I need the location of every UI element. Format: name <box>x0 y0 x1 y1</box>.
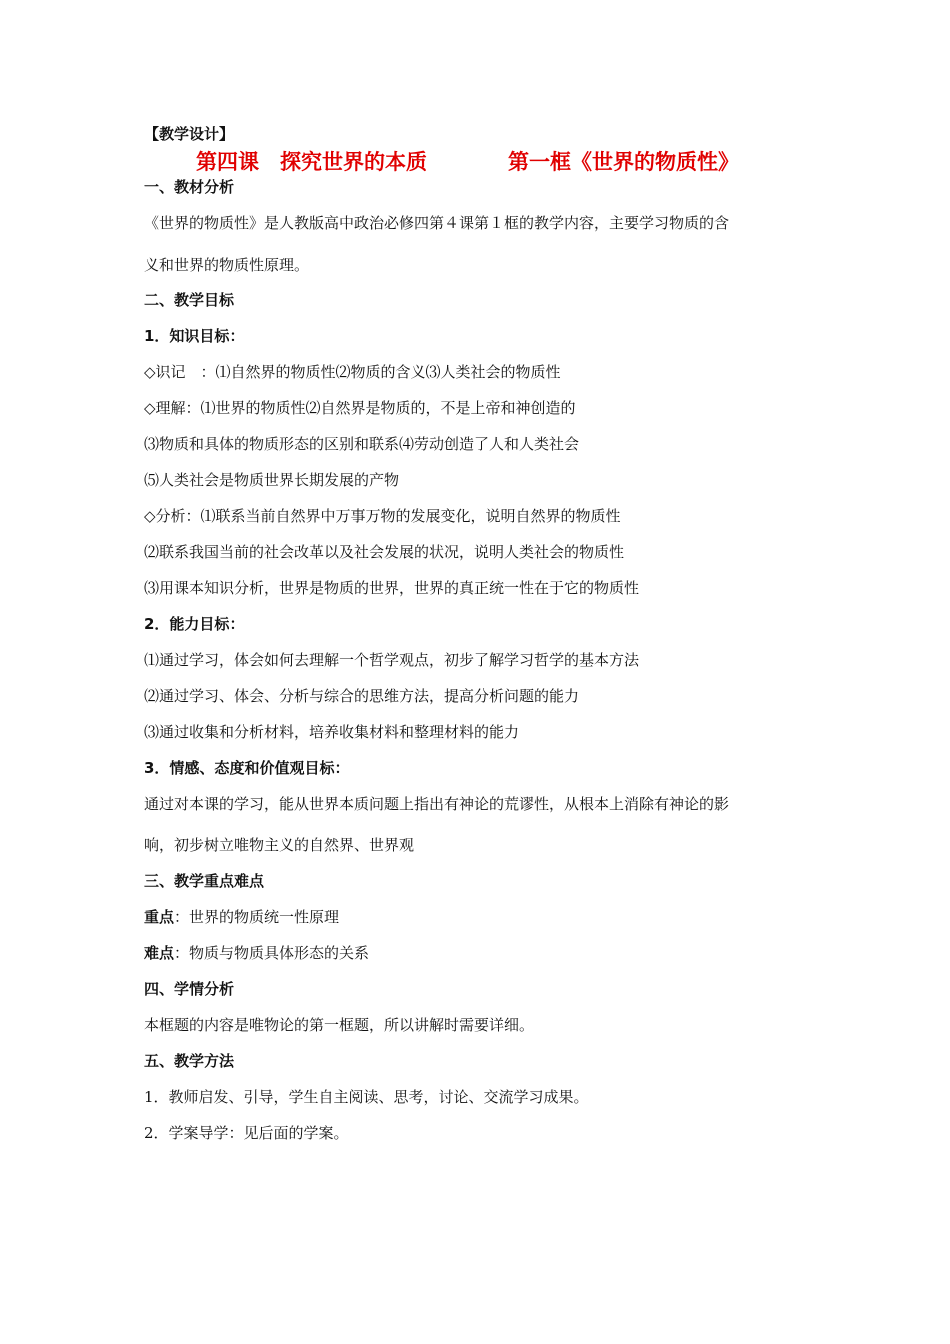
difficult-point-text: ：物质与物质具体形态的关系 <box>174 944 370 962</box>
design-tag: 【教学设计】 <box>144 125 235 143</box>
emotion-line-1: 通过对本课的学习，能从世界本质问题上指出有神论的荒谬性，从根本上消除有神论的影 <box>144 795 730 813</box>
key-point-line <box>144 907 824 927</box>
knowledge-line-1: ◇识记 ：⑴自然界的物质性⑵物质的含义⑶人类社会的物质性 <box>144 363 561 381</box>
ability-line-1: ⑴通过学习，体会如何去理解一个哲学观点，初步了解学习哲学的基本方法 <box>144 651 640 669</box>
heading-knowledge-objectives: 1．知识目标： <box>144 327 245 345</box>
heading-key-difficult-points: 三、教学重点难点 <box>144 872 265 890</box>
key-point-text: ：世界的物质统一性原理 <box>174 908 340 926</box>
knowledge-line-2: ◇理解：⑴世界的物质性⑵自然界是物质的，不是上帝和神创造的 <box>144 399 576 417</box>
learner-analysis-line: 本框题的内容是唯物论的第一框题，所以讲解时需要详细。 <box>144 1016 535 1034</box>
method-line-1: 1．教师启发、引导，学生自主阅读、思考，讨论、交流学习成果。 <box>144 1088 589 1106</box>
heading-textbook-analysis: 一、教材分析 <box>144 178 235 196</box>
heading-learner-analysis: 四、学情分析 <box>144 980 235 998</box>
knowledge-line-6: ⑵联系我国当前的社会改革以及社会发展的状况，说明人类社会的物质性 <box>144 543 625 561</box>
lesson-title: 第四课 探究世界的本质 <box>196 150 427 174</box>
ability-line-3: ⑶通过收集和分析材料，培养收集材料和整理材料的能力 <box>144 723 520 741</box>
heading-teaching-objectives: 二、教学目标 <box>144 291 235 309</box>
heading-ability-objectives: 2．能力目标： <box>144 615 245 633</box>
textbook-analysis-line-2: 义和世界的物质性原理。 <box>144 256 310 274</box>
knowledge-line-7: ⑶用课本知识分析，世界是物质的世界，世界的真正统一性在于它的物质性 <box>144 579 640 597</box>
ability-line-2: ⑵通过学习、体会、分析与综合的思维方法，提高分析问题的能力 <box>144 687 580 705</box>
method-line-2: 2．学案导学：见后面的学案。 <box>144 1124 349 1142</box>
textbook-analysis-line-1: 《世界的物质性》是人教版高中政治必修四第４课第１框的教学内容，主要学习物质的含 <box>144 214 730 232</box>
heading-emotion-objectives: 3．情感、态度和价值观目标： <box>144 759 350 777</box>
key-point-label: 重点 <box>144 908 175 926</box>
emotion-line-2: 响，初步树立唯物主义的自然界、世界观 <box>144 836 415 854</box>
knowledge-line-4: ⑸人类社会是物质世界长期发展的产物 <box>144 471 400 489</box>
section-title: 第一框《世界的物质性》 <box>508 150 739 174</box>
heading-teaching-methods: 五、教学方法 <box>144 1052 235 1070</box>
knowledge-line-3: ⑶物质和具体的物质形态的区别和联系⑷劳动创造了人和人类社会 <box>144 435 580 453</box>
knowledge-line-5: ◇分析：⑴联系当前自然界中万事万物的发展变化，说明自然界的物质性 <box>144 507 621 525</box>
difficult-point-line <box>144 943 824 963</box>
difficult-point-label: 难点 <box>144 944 175 962</box>
